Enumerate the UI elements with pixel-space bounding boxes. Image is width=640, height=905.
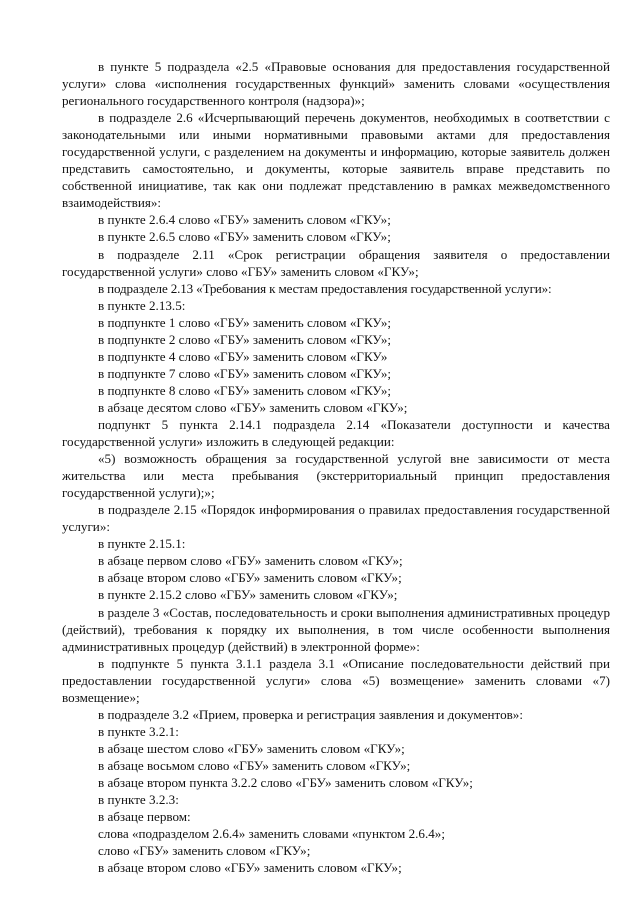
paragraph-25: в абзаце восьмом слово «ГБУ» заменить словом «ГКУ»; <box>98 757 411 773</box>
paragraph-1: в подразделе 2.6 «Исчерпывающий перечень документов, необходимых в соответствии с законодательными или иными нормативными правовыми актами для предоставления государственной услуги, с разделением на документы и информацию, которые заявитель должен представить самостоятельно, и документы, которые заявитель вправе представить по собственной инициативе, так как они подлежат представлению в рамках межведомственного взаимодействия»: <box>62 110 610 211</box>
paragraph-13: подпункт 5 пункта 2.14.1 подраздела 2.14 «Показатели доступности и качества государственной услуги» изложить в следующей редакции: <box>62 416 610 450</box>
paragraph-26: в абзаце втором пункта 3.2.2 слово «ГБУ» заменить словом «ГКУ»; <box>98 774 473 790</box>
paragraph-28: в абзаце первом: <box>98 809 191 825</box>
paragraph-7: в подпункте 1 слово «ГБУ» заменить словом «ГКУ»; <box>98 314 392 330</box>
paragraph-2: в пункте 2.6.4 слово «ГБУ» заменить словом «ГКУ»; <box>98 212 391 228</box>
paragraph-6: в пункте 2.13.5: <box>98 297 186 313</box>
paragraph-27: в пункте 3.2.3: <box>98 792 179 808</box>
paragraph-31: в абзаце втором слово «ГБУ» заменить словом «ГКУ»; <box>98 860 402 876</box>
paragraph-21: в подпункте 5 пункта 3.1.1 раздела 3.1 «Описание последовательности действий при предоставлении государственной услуги» слова «5) возмещение» заменить словами «7) возмещение»; <box>62 655 610 705</box>
paragraph-23: в пункте 3.2.1: <box>98 723 179 739</box>
paragraph-17: в абзаце первом слово «ГБУ» заменить словом «ГКУ»; <box>98 553 403 569</box>
paragraph-3: в пункте 2.6.5 слово «ГБУ» заменить словом «ГКУ»; <box>98 229 391 245</box>
paragraph-5: в подразделе 2.13 «Требования к местам предоставления государственной услуги»: <box>98 280 552 296</box>
paragraph-20: в разделе 3 «Состав, последовательность и сроки выполнения административных процедур (действий), требования к порядку их выполнения, в том числе особенности выполнения административных процедур (действий) в электронной форме»: <box>62 604 610 654</box>
paragraph-24: в абзаце шестом слово «ГБУ» заменить словом «ГКУ»; <box>98 740 405 756</box>
paragraph-29: слова «подразделом 2.6.4» заменить словами «пунктом 2.6.4»; <box>98 826 445 842</box>
paragraph-14: «5) возможность обращения за государственной услугой вне зависимости от места жительства или места пребывания (экстерриториальный принцип предоставления государственной услуги);»; <box>62 451 610 501</box>
paragraph-22: в подразделе 3.2 «Прием, проверка и регистрация заявления и документов»: <box>98 706 523 722</box>
paragraph-19: в пункте 2.15.2 слово «ГБУ» заменить словом «ГКУ»; <box>98 587 398 603</box>
paragraph-4: в подразделе 2.11 «Срок регистрации обращения заявителя о предоставлении государственной услуги» слово «ГБУ» заменить словом «ГКУ»; <box>62 246 610 279</box>
paragraph-11: в подпункте 8 слово «ГБУ» заменить словом «ГКУ»; <box>98 382 392 398</box>
paragraph-12: в абзаце десятом слово «ГБУ» заменить словом «ГКУ»; <box>98 399 408 415</box>
paragraph-0: в пункте 5 подраздела «2.5 «Правовые основания для предоставления государственной услуги» слова «исполнения государственных функций» заменить словами «осуществления регионального государственного контроля (надзора)»; <box>62 59 610 109</box>
paragraph-16: в пункте 2.15.1: <box>98 536 186 552</box>
paragraph-8: в подпункте 2 слово «ГБУ» заменить словом «ГКУ»; <box>98 331 392 347</box>
paragraph-9: в подпункте 4 слово «ГБУ» заменить словом «ГКУ» <box>98 348 388 364</box>
document-page <box>62 58 610 876</box>
paragraph-18: в абзаце втором слово «ГБУ» заменить словом «ГКУ»; <box>98 570 402 586</box>
paragraph-15: в подразделе 2.15 «Порядок информирования о правилах предоставления государственной услуги»: <box>62 502 610 535</box>
paragraph-30: слово «ГБУ» заменить словом «ГКУ»; <box>98 843 311 859</box>
paragraph-10: в подпункте 7 слово «ГБУ» заменить словом «ГКУ»; <box>98 365 392 381</box>
